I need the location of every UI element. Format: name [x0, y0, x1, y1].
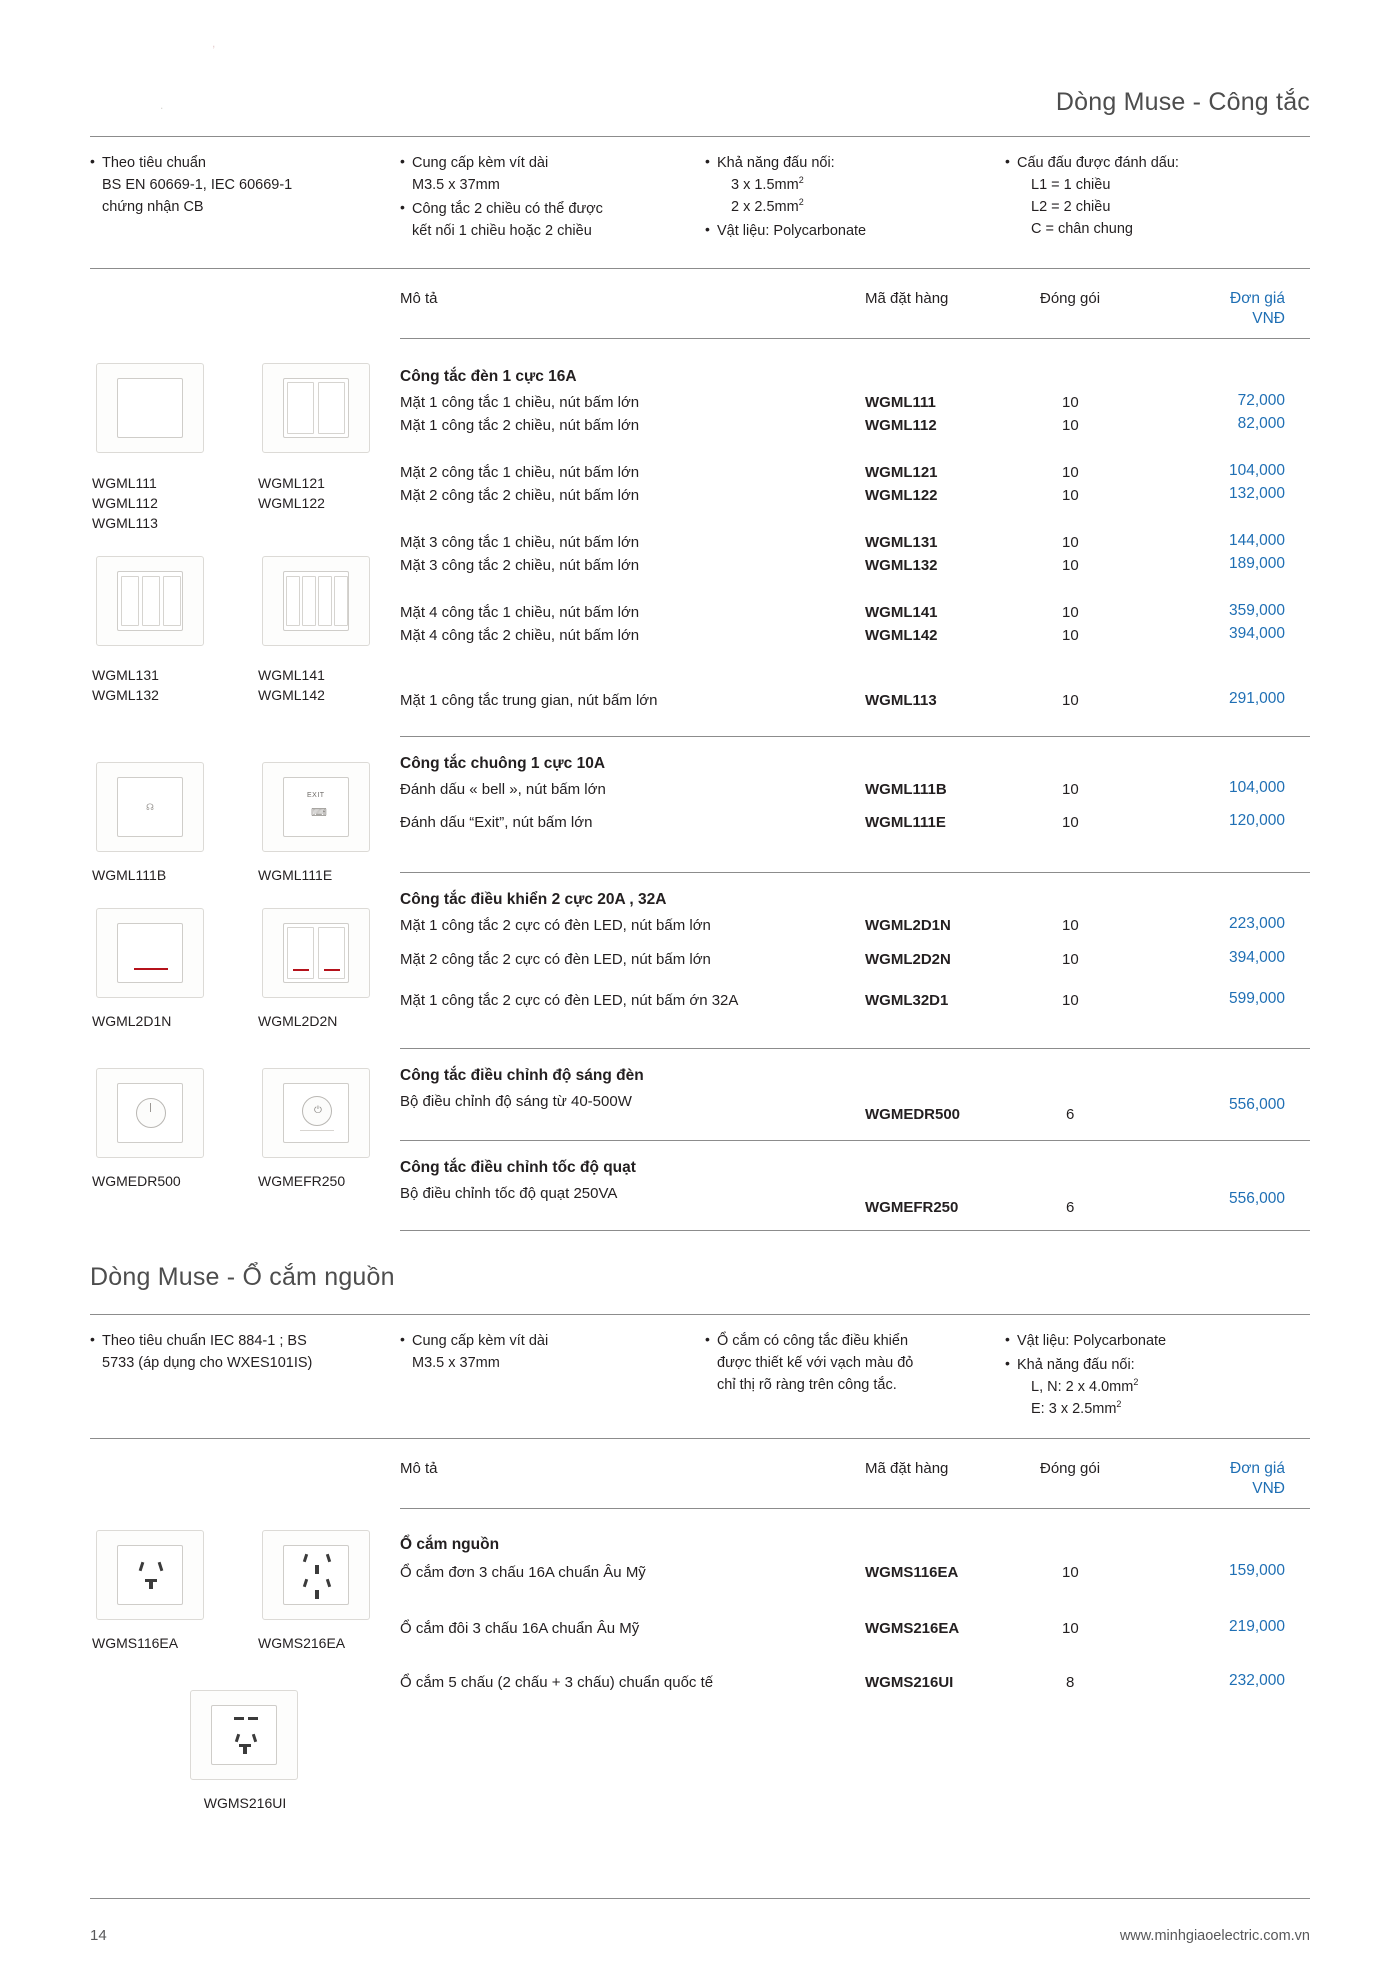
caption-wgml141 [258, 666, 378, 706]
product-image-wgms116ea [96, 1530, 204, 1620]
divider-footer [90, 1898, 1310, 1899]
product-image-wgms216ui [190, 1690, 298, 1780]
note-line: L2 = 2 chiều [1031, 199, 1111, 216]
row-code: WGML111B [865, 781, 947, 798]
product-image-wgml121 [262, 363, 370, 453]
divider-top [90, 136, 1310, 137]
scan-artifact: , [212, 36, 216, 50]
divider-group4 [400, 1140, 1310, 1141]
row-code: WGML121 [865, 464, 938, 481]
note-line: Theo tiêu chuẩn IEC 884-1 ; BS [102, 1333, 307, 1349]
col-head-currency: VNĐ [1252, 310, 1285, 327]
note-line: M3.5 x 37mm [412, 177, 500, 194]
row-desc: Ổ cắm đôi 3 chấu 16A chuẩn Âu Mỹ [400, 1620, 640, 1637]
row-price: 556,000 [1228, 1096, 1285, 1113]
col-head-packing: Đóng gói [1040, 290, 1101, 307]
page-number: 14 [90, 1927, 107, 1944]
socket-col-head-description: Mô tả [400, 1460, 438, 1477]
row-desc: Mặt 1 công tắc 2 chiều, nút bấm lớn [400, 417, 640, 434]
row-code: WGML132 [865, 557, 938, 574]
divider-group1 [400, 736, 1310, 737]
caption-line: WGML132 [92, 686, 159, 703]
note-block-2 [400, 152, 650, 244]
note-line: Cung cấp kèm vít dài [412, 1333, 549, 1349]
group-title-5: Công tắc điều chỉnh tốc độ quạt [400, 1159, 636, 1176]
caption-wgml2d2n [258, 1012, 378, 1032]
product-image-wgml111 [96, 363, 204, 453]
caption-line: WGML2D2N [258, 1013, 338, 1029]
row-code: WGMS116EA [865, 1564, 959, 1581]
divider-socket-colhead [400, 1508, 1310, 1509]
row-pack: 10 [1062, 627, 1079, 644]
caption-line: WGMS216EA [258, 1635, 346, 1651]
row-desc: Mặt 3 công tắc 1 chiều, nút bấm lớn [400, 534, 640, 551]
row-desc: Mặt 2 công tắc 1 chiều, nút bấm lớn [400, 464, 640, 481]
row-pack: 10 [1062, 604, 1079, 621]
caption-line: WGML142 [258, 686, 325, 703]
row-price: 120,000 [1228, 812, 1285, 829]
row-desc: Mặt 1 công tắc 2 cực có đèn LED, nút bấm ớn 32A [400, 992, 739, 1009]
note-line: M3.5 x 37mm [412, 1355, 500, 1372]
caption-line: WGML112 [92, 494, 158, 511]
caption-wgml131 [92, 666, 212, 706]
socket-note-block-4: • Vật liệu: Polycarbonate • Khả năng đấu nối: L, N: 2 x $4.0mm^2$ E: 3 x $2.5mm^2$ [1005, 1330, 1265, 1422]
divider-socket-top [90, 1314, 1310, 1315]
row-price: 556,000 [1228, 1190, 1285, 1207]
note-block-3: • Khả năng đấu nối: 3 x $1.5mm^2$ 2 x $2.5mm^2$ • Vật liệu: Polycarbonate [705, 152, 955, 244]
caption-line: WGML141 [258, 667, 325, 683]
socket-col-head-currency: VNĐ [1252, 1480, 1285, 1497]
row-price: 82,000 [1237, 415, 1285, 432]
row-price: 394,000 [1228, 625, 1285, 642]
note-line: Cung cấp kèm vít dài [412, 155, 549, 171]
note-line: Khả năng đấu nối: [717, 155, 835, 171]
caption-wgms216ea [258, 1634, 378, 1654]
row-price: 189,000 [1228, 555, 1285, 572]
divider-colhead [400, 338, 1310, 339]
caption-line: WGML122 [258, 494, 325, 511]
row-pack: 10 [1062, 814, 1079, 831]
row-pack: 10 [1062, 917, 1079, 934]
row-price: 104,000 [1228, 462, 1285, 479]
group-title-4: Công tắc điều chỉnh độ sáng đèn [400, 1067, 644, 1084]
row-pack: 10 [1062, 781, 1079, 798]
note-line: chỉ thị rõ ràng trên công tắc. [717, 1377, 897, 1394]
row-code: WGMS216EA [865, 1620, 960, 1637]
row-desc: Bộ điều chỉnh tốc độ quạt 250VA [400, 1185, 618, 1202]
caption-line: WGMS116EA [92, 1635, 179, 1651]
note-line: chứng nhận CB [102, 199, 204, 216]
note-block-1 [90, 152, 300, 220]
row-code: WGML111E [865, 814, 946, 831]
divider-notes [90, 268, 1310, 269]
caption-wgml121 [258, 474, 378, 514]
caption-line: WGML2D1N [92, 1013, 172, 1029]
row-desc: Mặt 3 công tắc 2 chiều, nút bấm lớn [400, 557, 640, 574]
socket-col-head-packing: Đóng gói [1040, 1460, 1101, 1477]
row-desc: Mặt 4 công tắc 2 chiều, nút bấm lớn [400, 627, 640, 644]
row-code: WGML113 [865, 692, 937, 709]
divider-socket-notes [90, 1438, 1310, 1439]
row-pack: 10 [1062, 992, 1079, 1009]
row-code: WGML32D1 [865, 992, 949, 1009]
product-image-wgmefr250: ⏻ [262, 1068, 370, 1158]
product-image-wgml141 [262, 556, 370, 646]
row-desc: Ổ cắm đơn 3 chấu 16A chuẩn Âu Mỹ [400, 1564, 646, 1581]
row-code: WGML2D2N [865, 951, 951, 968]
row-code: WGML2D1N [865, 917, 951, 934]
row-pack: 10 [1062, 951, 1079, 968]
row-price: 159,000 [1228, 1562, 1285, 1579]
row-price: 144,000 [1228, 532, 1285, 549]
note-line: 5733 (áp dụng cho WXES101IS) [102, 1355, 313, 1372]
group-title-1: Công tắc đèn 1 cực 16A [400, 368, 577, 385]
row-price: 104,000 [1228, 779, 1285, 796]
row-pack: 10 [1062, 1564, 1079, 1581]
row-price: 599,000 [1228, 990, 1285, 1007]
caption-line: WGMEFR250 [258, 1173, 346, 1189]
row-pack: 10 [1062, 487, 1079, 504]
note-line: Ổ cắm có công tắc điều khiển [717, 1333, 909, 1349]
caption-wgml111 [92, 474, 212, 534]
caption-wgml111b [92, 866, 212, 886]
row-desc: Mặt 1 công tắc 1 chiều, nút bấm lớn [400, 394, 640, 411]
col-head-price: Đơn giá [1230, 290, 1285, 307]
row-price: 72,000 [1237, 392, 1285, 409]
socket-note-block-1 [90, 1330, 340, 1376]
product-image-wgml111b: ☊ [96, 762, 204, 852]
col-head-order-code: Mã đặt hàng [865, 290, 949, 307]
row-code: WGML141 [865, 604, 938, 621]
group-title-3: Công tắc điều khiển 2 cực 20A , 32A [400, 891, 667, 908]
note-line: Theo tiêu chuẩn [102, 155, 206, 171]
product-image-wgml111e: EXIT ⌨ [262, 762, 370, 852]
caption-line: WGML121 [258, 475, 325, 491]
caption-line: WGML111 [92, 475, 157, 491]
row-code: WGML112 [865, 417, 937, 434]
row-desc: Đánh dấu « bell », nút bấm lớn [400, 781, 606, 798]
footer-url: www.minhgiaoelectric.com.vn [1119, 1928, 1310, 1944]
caption-wgms116ea [92, 1634, 212, 1654]
scan-artifact-2: . [160, 98, 164, 112]
note-line: C = chân chung [1031, 221, 1133, 238]
product-image-wgmedr500 [96, 1068, 204, 1158]
row-code: WGML122 [865, 487, 938, 504]
row-desc: Mặt 2 công tắc 2 chiều, nút bấm lớn [400, 487, 640, 504]
product-image-wgml2d2n [262, 908, 370, 998]
caption-line: WGML131 [92, 667, 159, 683]
divider-group3 [400, 1048, 1310, 1049]
row-pack: 10 [1062, 394, 1079, 411]
caption-wgms216ui [190, 1794, 300, 1814]
row-pack: 10 [1062, 417, 1079, 434]
row-code: WGMEFR250 [865, 1199, 959, 1216]
product-image-wgml2d1n [96, 908, 204, 998]
row-pack: 10 [1062, 692, 1079, 709]
row-code: WGMS216UI [865, 1674, 954, 1691]
product-image-wgml131 [96, 556, 204, 646]
note-line: được thiết kế với vạch màu đỏ [717, 1355, 914, 1372]
note-block-4 [1005, 152, 1255, 242]
row-price: 223,000 [1228, 915, 1285, 932]
group-title-2: Công tắc chuông 1 cực 10A [400, 755, 606, 772]
row-pack: 10 [1062, 464, 1079, 481]
row-price: 232,000 [1228, 1672, 1285, 1689]
row-price: 394,000 [1228, 949, 1285, 966]
row-code: WGML111 [865, 394, 936, 411]
row-price: 291,000 [1228, 690, 1285, 707]
note-line: L1 = 1 chiều [1031, 177, 1111, 194]
caption-wgml111e [258, 866, 378, 886]
row-price: 359,000 [1228, 602, 1285, 619]
caption-line: WGML111E [258, 867, 333, 883]
row-desc: Ổ cắm 5 chấu (2 chấu + 3 chấu) chuẩn quốc tế [400, 1674, 714, 1691]
product-image-wgms216ea [262, 1530, 370, 1620]
socket-note-block-2 [400, 1330, 640, 1376]
caption-line: WGML113 [92, 514, 158, 531]
caption-wgmedr500 [92, 1172, 212, 1192]
page-title-switch: Dòng Muse - Công tắc [1055, 88, 1310, 116]
row-desc: Mặt 4 công tắc 1 chiều, nút bấm lớn [400, 604, 640, 621]
row-code: WGML131 [865, 534, 938, 551]
col-head-description: Mô tả [400, 290, 438, 307]
page-title-socket: Dòng Muse - Ổ cắm nguồn [90, 1263, 395, 1291]
caption-line: WGMS216UI [203, 1795, 287, 1811]
note-line: BS EN 60669-1, IEC 60669-1 [102, 177, 293, 194]
row-pack: 10 [1062, 557, 1079, 574]
row-desc: Mặt 1 công tắc 2 cực có đèn LED, nút bấm lớn [400, 917, 711, 934]
row-desc: Bộ điều chỉnh độ sáng từ 40-500W [400, 1093, 632, 1110]
row-pack: 8 [1066, 1674, 1075, 1691]
note-line: Vật liệu: Polycarbonate [1017, 1333, 1167, 1349]
row-pack: 6 [1066, 1199, 1075, 1216]
row-desc: Mặt 2 công tắc 2 cực có đèn LED, nút bấm lớn [400, 951, 711, 968]
caption-wgmefr250 [258, 1172, 378, 1192]
row-pack: 10 [1062, 534, 1079, 551]
socket-col-head-price: Đơn giá [1230, 1460, 1285, 1477]
socket-col-head-order-code: Mã đặt hàng [865, 1460, 949, 1477]
socket-group-title-1: Ổ cắm nguồn [400, 1536, 500, 1553]
row-price: 132,000 [1228, 485, 1285, 502]
caption-line: WGMEDR500 [92, 1173, 181, 1189]
note-line: Cấu đấu được đánh dấu: [1017, 155, 1179, 171]
row-code: WGML142 [865, 627, 938, 644]
row-desc: Mặt 1 công tắc trung gian, nút bấm lớn [400, 692, 658, 709]
row-pack: 6 [1066, 1106, 1075, 1123]
socket-note-block-3 [705, 1330, 965, 1398]
note-line: Vật liệu: Polycarbonate [717, 223, 867, 240]
row-pack: 10 [1062, 1620, 1079, 1637]
note-line: Công tắc 2 chiều có thể được [412, 201, 603, 218]
row-code: WGMEDR500 [865, 1106, 961, 1123]
note-line: kết nối 1 chiều hoặc 2 chiều [412, 223, 592, 240]
caption-wgml2d1n [92, 1012, 212, 1032]
row-desc: Đánh dấu “Exit”, nút bấm lớn [400, 814, 593, 831]
caption-line: WGML111B [92, 867, 167, 883]
divider-group2 [400, 872, 1310, 873]
divider-group5 [400, 1230, 1310, 1231]
note-line: Khả năng đấu nối: [1017, 1357, 1135, 1374]
row-price: 219,000 [1228, 1618, 1285, 1635]
exit-label: EXIT [307, 792, 325, 799]
